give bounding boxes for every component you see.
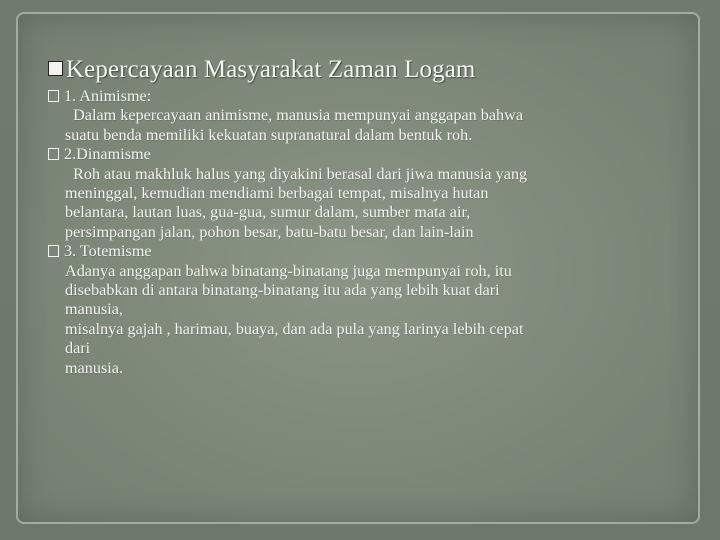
item-line: suatu benda memiliki kekuatan supranatural dalam bentuk roh. (65, 125, 473, 144)
slide-content (48, 87, 688, 378)
item-line: dari (65, 339, 91, 358)
slide-title-text: Kepercayaan Masyarakat Zaman Logam (66, 56, 476, 83)
list-item-dinamisme (48, 145, 688, 242)
item-line: belantara, lautan luas, gua-gua, sumur dalam, sumber mata air, (65, 203, 471, 222)
list-item-animisme (48, 87, 688, 145)
item-line: persimpangan jalan, pohon besar, batu-batu besar, dan lain-lain (65, 222, 474, 241)
item-heading-row (48, 87, 688, 106)
item-line: misalnya gajah , harimau, buaya, dan ada pula yang larinya lebih cepat (65, 319, 524, 338)
item-heading-row (48, 145, 688, 164)
checkbox-bullet-icon (48, 90, 59, 102)
item-line: meninggal, kemudian mendiami berbagai tempat, misalnya hutan (65, 184, 489, 203)
item-heading: 3. Totemisme (64, 242, 152, 261)
list-item-totemisme (48, 242, 688, 378)
checkbox-bullet-icon (48, 245, 59, 257)
square-bullet-icon (48, 61, 63, 76)
item-line: manusia. (65, 358, 123, 377)
slide-title (48, 56, 475, 84)
item-heading: 2.Dinamisme (64, 145, 151, 164)
item-heading-row (48, 242, 688, 261)
item-line: manusia, (65, 300, 123, 319)
item-line: Adanya anggapan bahwa binatang-binatang juga mempunyai roh, itu (65, 261, 512, 280)
item-line: disebabkan di antara binatang-binatang itu ada yang lebih kuat dari (65, 281, 500, 300)
item-line: Dalam kepercayaan animisme, manusia mempunyai anggapan bahwa (65, 106, 524, 125)
checkbox-bullet-icon (48, 148, 59, 160)
item-line: Roh atau makhluk halus yang diyakini berasal dari jiwa manusia yang (65, 164, 528, 183)
item-heading: 1. Animisme: (64, 87, 152, 105)
